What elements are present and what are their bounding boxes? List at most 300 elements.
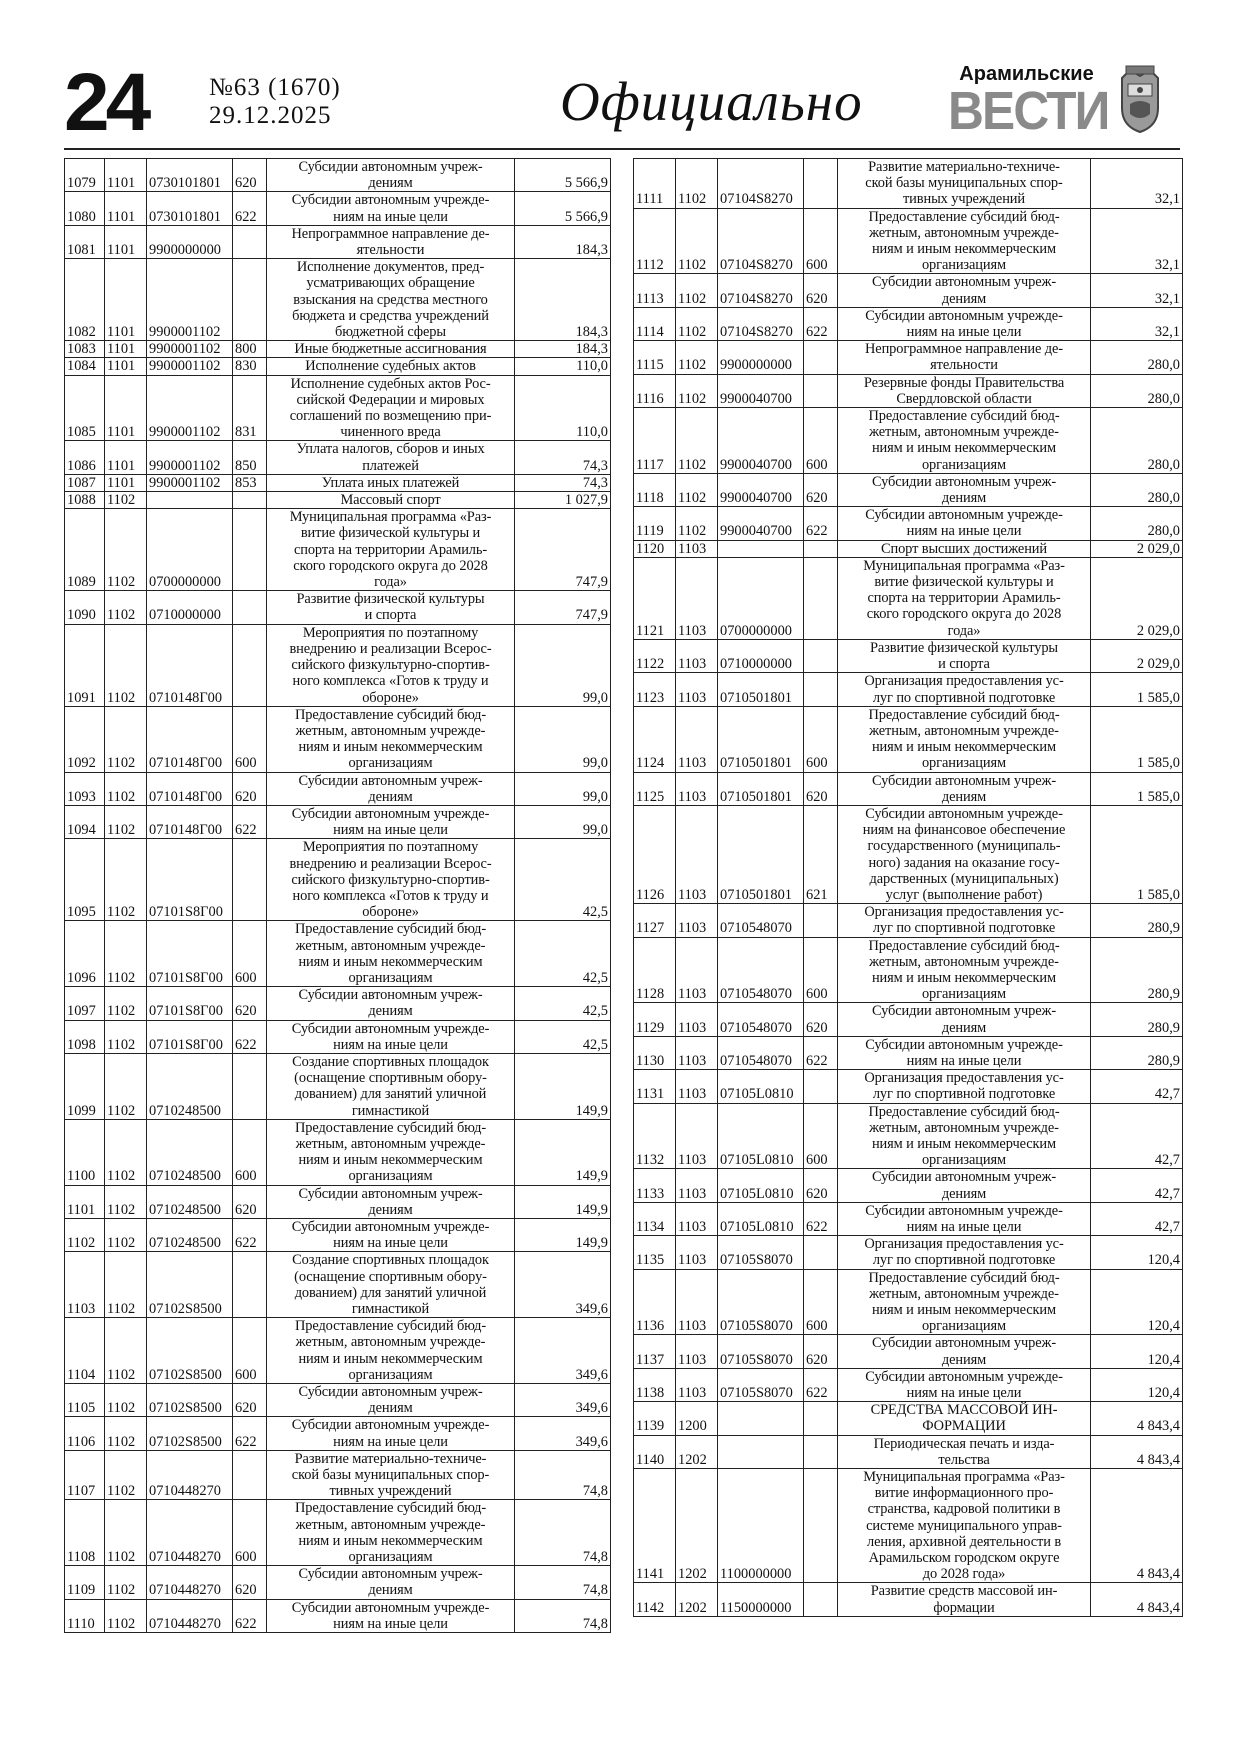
amount-value: 110,0 [515, 375, 611, 441]
row-number: 1108 [65, 1500, 105, 1566]
table-row [65, 624, 611, 706]
expense-type-code: 600 [804, 937, 838, 1003]
budget-table [64, 158, 611, 1633]
description-line: организациям [348, 1168, 433, 1185]
description-line: года» [374, 574, 407, 591]
row-number: 1136 [634, 1269, 676, 1335]
description-line: Субсидии автономным учреж- [298, 1566, 483, 1583]
description-line: Субсидии автономным учрежде- [291, 805, 490, 822]
target-article-code: 07102S8500 [147, 1417, 233, 1450]
item-description [838, 1003, 1091, 1036]
amount-value: 280,0 [1091, 374, 1183, 407]
description-line: обороне» [362, 689, 419, 706]
amount-value: 1 585,0 [1091, 805, 1183, 903]
description-line: Субсидии автономным учреж- [871, 1335, 1057, 1352]
table-row [634, 274, 1183, 307]
target-article-code: 9900000000 [718, 341, 804, 374]
row-number: 1102 [65, 1219, 105, 1252]
row-number: 1128 [634, 937, 676, 1003]
description-line: Субсидии автономным учреж- [298, 159, 483, 175]
amount-value: 184,3 [515, 225, 611, 258]
description-line: ниям на иные цели [906, 324, 1022, 341]
amount-value: 99,0 [515, 805, 611, 838]
description-line: ской базы муниципальных спор- [865, 175, 1063, 192]
amount-value: 1 585,0 [1091, 772, 1183, 805]
description-line: жетным, автономным учрежде- [295, 1135, 486, 1152]
target-article-code: 0710248500 [147, 1185, 233, 1218]
description-line: ления, архивной деятельности в [866, 1533, 1062, 1550]
description-line: формации [933, 1599, 995, 1616]
description-line: организациям [348, 755, 433, 772]
row-number: 1141 [634, 1469, 676, 1583]
target-article-code [718, 540, 804, 557]
section-code: 1102 [105, 1450, 147, 1500]
description-line: чиненного вреда [340, 424, 441, 441]
description-line: Муниципальная программа «Раз- [863, 1469, 1065, 1486]
item-description [267, 159, 515, 192]
description-line: обороне» [362, 904, 419, 921]
description-line: тельства [938, 1451, 990, 1468]
target-article-code: 1150000000 [718, 1583, 804, 1616]
expense-type-code [804, 673, 838, 706]
item-description [838, 1435, 1091, 1468]
description-line: Муниципальная программа «Раз- [289, 509, 492, 526]
description-line: внедрению и реализации Всерос- [289, 855, 492, 872]
item-description [267, 921, 515, 987]
section-code: 1102 [105, 492, 147, 509]
table-row [65, 1185, 611, 1218]
description-line: витие информационного про- [874, 1485, 1054, 1502]
item-description [838, 159, 1091, 209]
table-row [634, 1435, 1183, 1468]
budget-table [633, 158, 1183, 1617]
table-row [634, 1402, 1183, 1435]
description-line: дованием) для занятий уличной [294, 1284, 487, 1301]
table-row [65, 1252, 611, 1318]
item-description [838, 1335, 1091, 1368]
item-description [838, 408, 1091, 474]
row-number: 1113 [634, 274, 676, 307]
expense-type-code: 600 [804, 208, 838, 274]
row-number: 1092 [65, 706, 105, 772]
section-code: 1102 [676, 374, 718, 407]
description-line: взыскания на средства местного [293, 291, 488, 308]
amount-value: 120,4 [1091, 1269, 1183, 1335]
row-number: 1104 [65, 1318, 105, 1384]
row-number: 1134 [634, 1202, 676, 1235]
table-row [65, 805, 611, 838]
description-line: ниям на иные цели [906, 1385, 1022, 1402]
description-line: Организация предоставления ус- [864, 1070, 1064, 1087]
table-body [634, 159, 1183, 1617]
table-row [634, 374, 1183, 407]
section-code: 1101 [105, 192, 147, 225]
table-row [634, 557, 1183, 639]
expense-type-code: 622 [804, 507, 838, 540]
description-line: дениям [941, 1185, 987, 1202]
description-line: Свердловской области [896, 390, 1032, 407]
table-row [634, 1003, 1183, 1036]
issue-number: №63 (1670) [209, 74, 341, 101]
item-description [267, 1219, 515, 1252]
description-line: ного) задания на оказание госу- [868, 854, 1060, 871]
row-number: 1122 [634, 639, 676, 672]
description-line: ниям и иным некоммерческим [298, 1350, 483, 1367]
amount-value: 32,1 [1091, 208, 1183, 274]
description-line: соглашений по возмещению при- [289, 408, 492, 425]
description-line: организациям [348, 969, 433, 986]
item-description [267, 591, 515, 624]
budget-table-left [64, 158, 610, 1633]
amount-value: 4 843,4 [1091, 1435, 1183, 1468]
target-article-code: 0710000000 [147, 591, 233, 624]
expense-type-code: 600 [804, 1269, 838, 1335]
table-row [65, 1500, 611, 1566]
expense-type-code: 620 [233, 1566, 267, 1599]
section-code: 1102 [105, 1053, 147, 1119]
item-description [267, 509, 515, 591]
section-code: 1102 [105, 1500, 147, 1566]
target-article-code: 9900040700 [718, 408, 804, 474]
section-code: 1202 [676, 1583, 718, 1616]
description-line: Мероприятия по поэтапному [302, 839, 479, 856]
description-line: Предоставление субсидий бюд- [294, 1500, 487, 1517]
item-description [267, 259, 515, 341]
description-line: Субсидии автономным учрежде- [865, 1202, 1063, 1219]
item-description [267, 1053, 515, 1119]
description-line: организациям [921, 986, 1007, 1003]
description-line: ниям на иные цели [906, 1052, 1022, 1069]
description-line: Предоставление субсидий бюд- [294, 706, 487, 723]
page-number: 24 [64, 57, 148, 148]
amount-value: 120,4 [1091, 1236, 1183, 1269]
section-code: 1102 [105, 1384, 147, 1417]
item-description [838, 805, 1091, 903]
description-line: ниям и иным некоммерческим [871, 1135, 1057, 1152]
table-row [634, 1036, 1183, 1069]
description-line: Развитие физической культуры [870, 639, 1058, 656]
item-description [838, 208, 1091, 274]
amount-value: 32,1 [1091, 274, 1183, 307]
target-article-code [718, 1402, 804, 1435]
item-description [838, 673, 1091, 706]
description-line: Муниципальная программа «Раз- [863, 557, 1065, 574]
description-line: организациям [921, 1318, 1007, 1335]
section-code: 1102 [676, 341, 718, 374]
target-article-code: 07105L0810 [718, 1202, 804, 1235]
description-line: луг по спортивной подготовке [872, 1252, 1056, 1269]
table-row [65, 509, 611, 591]
target-article-code: 07105L0810 [718, 1070, 804, 1103]
target-article-code: 1100000000 [718, 1469, 804, 1583]
target-article-code: 07105L0810 [718, 1103, 804, 1169]
description-line: ниям и иным некоммерческим [871, 440, 1057, 457]
section-code: 1103 [676, 1368, 718, 1401]
item-description [267, 1119, 515, 1185]
target-article-code: 0710248500 [147, 1053, 233, 1119]
description-line: дениям [368, 1582, 413, 1599]
expense-type-code [804, 540, 838, 557]
expense-type-code [233, 225, 267, 258]
expense-type-code [804, 159, 838, 209]
row-number: 1120 [634, 540, 676, 557]
description-line: дениям [941, 1019, 987, 1036]
section-code: 1103 [676, 557, 718, 639]
item-description [267, 1566, 515, 1599]
target-article-code: 07101S8Г00 [147, 987, 233, 1020]
item-description [838, 639, 1091, 672]
section-code: 1101 [105, 159, 147, 192]
description-line: тивных учреждений [902, 191, 1026, 208]
table-row [634, 473, 1183, 506]
item-description [838, 1236, 1091, 1269]
description-line: ской базы муниципальных спор- [291, 1467, 490, 1484]
expense-type-code: 600 [233, 1500, 267, 1566]
amount-value: 280,0 [1091, 408, 1183, 474]
table-row [634, 805, 1183, 903]
table-row [65, 358, 611, 375]
description-line: Организация предоставления ус- [864, 904, 1064, 921]
table-body [65, 159, 611, 1633]
row-number: 1121 [634, 557, 676, 639]
description-line: Субсидии автономным учрежде- [865, 307, 1063, 324]
description-line: луг по спортивной подготовке [872, 689, 1056, 706]
amount-value: 149,9 [515, 1053, 611, 1119]
row-number: 1118 [634, 473, 676, 506]
target-article-code: 07104S8270 [718, 159, 804, 209]
table-row [634, 307, 1183, 340]
description-line: витие физической культуры и [874, 574, 1054, 591]
section-code: 1102 [105, 839, 147, 921]
description-line: спорта на территории Арамиль- [867, 590, 1061, 607]
row-number: 1095 [65, 839, 105, 921]
coat-of-arms-icon [1116, 64, 1164, 134]
target-article-code: 0730101801 [147, 159, 233, 192]
section-code: 1102 [105, 1252, 147, 1318]
description-line: Субсидии автономным учрежде- [291, 1020, 490, 1037]
amount-value: 149,9 [515, 1219, 611, 1252]
description-line: сийского физкультурно-спортив- [291, 657, 490, 674]
item-description [838, 307, 1091, 340]
description-line: Непрограммное направление де- [865, 341, 1063, 358]
target-article-code: 07104S8270 [718, 274, 804, 307]
row-number: 1098 [65, 1020, 105, 1053]
amount-value: 5 566,9 [515, 159, 611, 192]
description-line: жетным, автономным учрежде- [869, 424, 1059, 441]
description-line: Субсидии автономным учрежде- [291, 1417, 490, 1434]
description-line: Предоставление субсидий бюд- [868, 1269, 1060, 1286]
amount-value: 280,9 [1091, 937, 1183, 1003]
amount-value: 2 029,0 [1091, 540, 1183, 557]
section-code: 1103 [676, 1070, 718, 1103]
target-article-code: 9900040700 [718, 473, 804, 506]
row-number: 1090 [65, 591, 105, 624]
item-description [267, 192, 515, 225]
row-number: 1129 [634, 1003, 676, 1036]
target-article-code: 07101S8Г00 [147, 1020, 233, 1053]
section-code: 1103 [676, 1003, 718, 1036]
description-line: Предоставление субсидий бюд- [294, 921, 487, 938]
section-code: 1103 [676, 1236, 718, 1269]
table-row [634, 1103, 1183, 1169]
description-line: Исполнение судебных актов [305, 358, 476, 375]
expense-type-code: 622 [804, 307, 838, 340]
table-row [65, 1318, 611, 1384]
item-description [838, 374, 1091, 407]
description-line: Субсидии автономным учреж- [298, 987, 483, 1004]
table-row [65, 159, 611, 192]
section-code: 1101 [105, 375, 147, 441]
expense-type-code [233, 839, 267, 921]
section-code: 1102 [676, 208, 718, 274]
section-code: 1102 [105, 987, 147, 1020]
table-row [634, 706, 1183, 772]
target-article-code: 0710000000 [718, 639, 804, 672]
target-article-code: 0710548070 [718, 904, 804, 937]
table-row [634, 937, 1183, 1003]
target-article-code: 0730101801 [147, 192, 233, 225]
expense-type-code: 853 [233, 474, 267, 491]
item-description [267, 1384, 515, 1417]
table-row [65, 706, 611, 772]
description-line: Развитие физической культуры [296, 591, 485, 608]
amount-value: 74,8 [515, 1500, 611, 1566]
section-code: 1103 [676, 1202, 718, 1235]
row-number: 1130 [634, 1036, 676, 1069]
row-number: 1107 [65, 1450, 105, 1500]
table-row [65, 839, 611, 921]
target-article-code: 07104S8270 [718, 208, 804, 274]
target-article-code: 0700000000 [718, 557, 804, 639]
description-line: Иные бюджетные ассигнования [294, 341, 487, 358]
description-line: Периодическая печать и изда- [873, 1435, 1055, 1452]
amount-value: 42,7 [1091, 1103, 1183, 1169]
target-article-code: 9900001102 [147, 441, 233, 474]
description-line: Непрограммное направление де- [291, 225, 490, 242]
description-line: усматривающих обращение [306, 275, 475, 292]
item-description [267, 1252, 515, 1318]
item-description [838, 540, 1091, 557]
expense-type-code: 600 [233, 706, 267, 772]
expense-type-code [804, 904, 838, 937]
amount-value: 42,7 [1091, 1070, 1183, 1103]
section-code: 1103 [676, 1103, 718, 1169]
row-number: 1140 [634, 1435, 676, 1468]
description-line: луг по спортивной подготовке [872, 1086, 1056, 1103]
table-row [65, 375, 611, 441]
table-row [65, 1599, 611, 1632]
amount-value: 99,0 [515, 706, 611, 772]
item-description [267, 225, 515, 258]
section-code: 1101 [105, 225, 147, 258]
row-number: 1132 [634, 1103, 676, 1169]
amount-value: 99,0 [515, 624, 611, 706]
section-code: 1103 [676, 540, 718, 557]
description-line: СРЕДСТВА МАССОВОЙ ИН- [870, 1402, 1058, 1419]
description-line: ятельности [356, 242, 425, 259]
item-description [267, 358, 515, 375]
target-article-code: 07102S8500 [147, 1252, 233, 1318]
description-line: сийской Федерации и мировых [296, 391, 485, 408]
description-line: Массовый спорт [340, 492, 441, 509]
row-number: 1112 [634, 208, 676, 274]
item-description [838, 341, 1091, 374]
table-row [65, 987, 611, 1020]
description-line: жетным, автономным учрежде- [869, 224, 1059, 241]
section-code: 1103 [676, 706, 718, 772]
row-number: 1088 [65, 492, 105, 509]
target-article-code: 07105S8070 [718, 1269, 804, 1335]
target-article-code: 07101S8Г00 [147, 839, 233, 921]
section-code: 1103 [676, 1169, 718, 1202]
amount-value: 42,5 [515, 839, 611, 921]
description-line: бюджета и средства учреждений [292, 307, 489, 324]
table-row [634, 1469, 1183, 1583]
row-number: 1109 [65, 1566, 105, 1599]
target-article-code: 9900040700 [718, 374, 804, 407]
row-number: 1117 [634, 408, 676, 474]
section-code: 1101 [105, 474, 147, 491]
description-line: ского городского округа до 2028 [293, 557, 488, 574]
row-number: 1089 [65, 509, 105, 591]
description-line: Предоставление субсидий бюд- [868, 937, 1060, 954]
amount-value: 149,9 [515, 1185, 611, 1218]
description-line: дарственных (муниципальных) [869, 870, 1059, 887]
table-row [65, 1384, 611, 1417]
section-code: 1102 [676, 507, 718, 540]
section-code: 1101 [105, 341, 147, 358]
description-line: дениям [368, 788, 413, 805]
row-number: 1079 [65, 159, 105, 192]
row-number: 1086 [65, 441, 105, 474]
expense-type-code: 600 [804, 706, 838, 772]
expense-type-code: 831 [233, 375, 267, 441]
row-number: 1126 [634, 805, 676, 903]
amount-value: 184,3 [515, 341, 611, 358]
row-number: 1123 [634, 673, 676, 706]
target-article-code: 0710448270 [147, 1566, 233, 1599]
expense-type-code [804, 1435, 838, 1468]
expense-type-code [233, 259, 267, 341]
expense-type-code: 622 [804, 1202, 838, 1235]
description-line: внедрению и реализации Всерос- [289, 640, 492, 657]
section-code: 1102 [105, 591, 147, 624]
description-line: Исполнение судебных актов Рос- [290, 375, 491, 392]
row-number: 1105 [65, 1384, 105, 1417]
amount-value: 110,0 [515, 358, 611, 375]
target-article-code: 0710501801 [718, 706, 804, 772]
newspaper-logo [944, 62, 1184, 142]
expense-type-code: 800 [233, 341, 267, 358]
expense-type-code: 622 [804, 1036, 838, 1069]
table-row [634, 1335, 1183, 1368]
target-article-code: 9900001102 [147, 375, 233, 441]
description-line: дениям [941, 1351, 987, 1368]
section-code: 1101 [105, 441, 147, 474]
row-number: 1093 [65, 772, 105, 805]
table-row [65, 1053, 611, 1119]
expense-type-code: 620 [233, 1185, 267, 1218]
item-description [267, 624, 515, 706]
item-description [267, 1318, 515, 1384]
item-description [267, 1417, 515, 1450]
description-line: Предоставление субсидий бюд- [868, 1103, 1060, 1120]
row-number: 1111 [634, 159, 676, 209]
section-code: 1103 [676, 1036, 718, 1069]
description-line: Субсидии автономным учреж- [298, 772, 483, 789]
target-article-code: 0710248500 [147, 1119, 233, 1185]
amount-value: 280,0 [1091, 341, 1183, 374]
